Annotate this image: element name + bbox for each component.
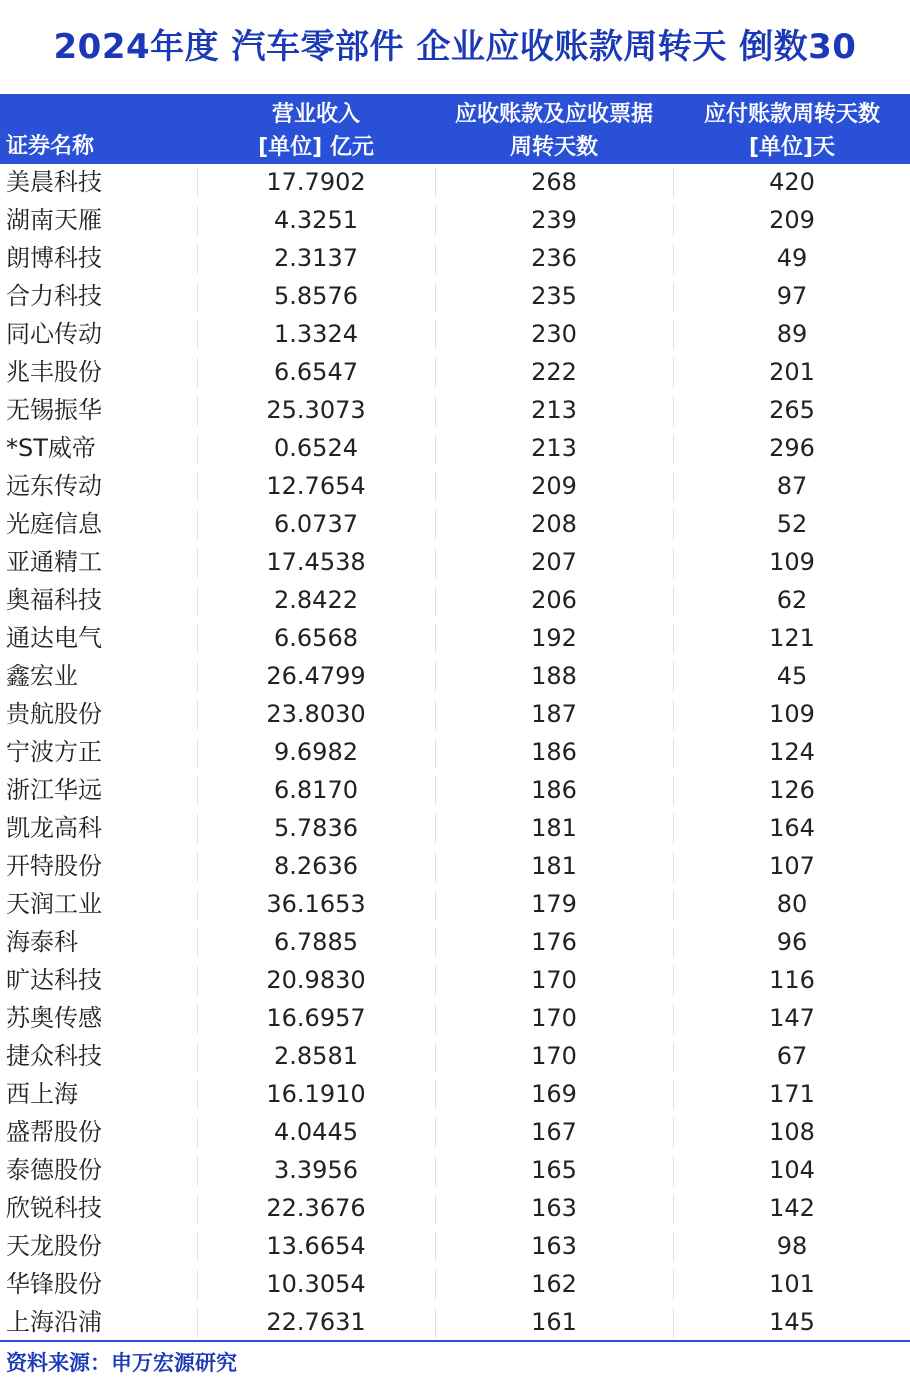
column-divider xyxy=(435,1156,436,1186)
column-divider xyxy=(435,434,436,464)
column-divider xyxy=(673,244,674,274)
table-row xyxy=(0,658,910,696)
ar-days-cell: 230 xyxy=(531,320,577,348)
header-revenue xyxy=(198,98,434,168)
table-row xyxy=(0,278,910,316)
column-divider xyxy=(673,1042,674,1072)
column-divider xyxy=(435,472,436,502)
ap-days-cell: 97 xyxy=(776,282,808,310)
revenue-cell: 10.3054 xyxy=(266,1270,366,1298)
ar-days-cell: 213 xyxy=(531,434,577,462)
column-divider xyxy=(197,852,198,882)
source-note: 资料来源：申万宏源研究 xyxy=(6,1351,237,1375)
column-divider xyxy=(673,624,674,654)
table-row xyxy=(0,772,910,810)
column-divider xyxy=(197,1232,198,1262)
ar-days-cell: 181 xyxy=(531,852,577,880)
ap-days-cell: 101 xyxy=(769,1270,815,1298)
column-divider xyxy=(435,814,436,844)
security-name-cell: 捷众科技 xyxy=(6,1042,102,1070)
security-name-cell: 无锡振华 xyxy=(6,396,102,424)
ar-days-cell: 239 xyxy=(531,206,577,234)
column-divider xyxy=(197,320,198,350)
revenue-cell: 4.0445 xyxy=(274,1118,358,1146)
table-row xyxy=(0,810,910,848)
ap-days-cell: 98 xyxy=(776,1232,808,1260)
table-row xyxy=(0,696,910,734)
revenue-cell: 22.3676 xyxy=(266,1194,366,1222)
security-name-cell: 合力科技 xyxy=(6,282,102,310)
table-body xyxy=(0,164,910,1342)
security-name-cell: 宁波方正 xyxy=(6,738,102,766)
column-divider xyxy=(197,1156,198,1186)
ar-days-cell: 236 xyxy=(531,244,577,272)
ar-days-cell: 209 xyxy=(531,472,577,500)
ap-days-cell: 49 xyxy=(776,244,808,272)
ap-days-cell: 108 xyxy=(769,1118,815,1146)
column-divider xyxy=(673,1118,674,1148)
security-name-cell: 鑫宏业 xyxy=(6,662,78,690)
column-divider xyxy=(673,966,674,996)
column-divider xyxy=(197,1080,198,1110)
column-divider xyxy=(673,1194,674,1224)
column-divider xyxy=(673,776,674,806)
table-row xyxy=(0,924,910,962)
security-name-cell: 旷达科技 xyxy=(6,966,102,994)
column-divider xyxy=(197,966,198,996)
table-row xyxy=(0,202,910,240)
security-name-cell: 同心传动 xyxy=(6,320,102,348)
revenue-cell: 16.6957 xyxy=(266,1004,366,1032)
ar-days-cell: 176 xyxy=(531,928,577,956)
table-row xyxy=(0,468,910,506)
header-ap-days xyxy=(674,98,910,168)
revenue-cell: 6.0737 xyxy=(274,510,358,538)
column-divider xyxy=(435,1080,436,1110)
table-row xyxy=(0,392,910,430)
revenue-cell: 22.7631 xyxy=(266,1308,366,1336)
table-row xyxy=(0,1076,910,1114)
ar-days-cell: 170 xyxy=(531,1004,577,1032)
column-divider xyxy=(673,662,674,692)
ar-days-cell: 165 xyxy=(531,1156,577,1184)
ar-days-cell: 162 xyxy=(531,1270,577,1298)
ar-days-cell: 213 xyxy=(531,396,577,424)
security-name-cell: 奥福科技 xyxy=(6,586,102,614)
column-divider xyxy=(673,282,674,312)
column-divider xyxy=(435,1118,436,1148)
table-row xyxy=(0,1304,910,1342)
header-ap-days-label: 应付账款周转天数 xyxy=(703,102,880,127)
security-name-cell: 贵航股份 xyxy=(6,700,102,728)
ar-days-cell: 186 xyxy=(531,776,577,804)
revenue-cell: 6.6547 xyxy=(274,358,358,386)
revenue-cell: 3.3956 xyxy=(274,1156,358,1184)
ap-days-cell: 104 xyxy=(769,1156,815,1184)
security-name-cell: 湖南天雁 xyxy=(6,206,102,234)
column-divider xyxy=(197,890,198,920)
column-divider xyxy=(673,928,674,958)
table-row xyxy=(0,506,910,544)
column-divider xyxy=(197,624,198,654)
column-divider xyxy=(197,168,198,198)
revenue-cell: 8.2636 xyxy=(274,852,358,880)
ap-days-cell: 80 xyxy=(776,890,808,918)
column-divider xyxy=(197,1270,198,1300)
column-divider xyxy=(197,1004,198,1034)
ar-days-cell: 188 xyxy=(531,662,577,690)
table-row xyxy=(0,1266,910,1304)
column-divider xyxy=(435,1194,436,1224)
column-divider xyxy=(673,320,674,350)
table-row xyxy=(0,1152,910,1190)
column-divider xyxy=(435,852,436,882)
security-name-cell: 美晨科技 xyxy=(6,168,102,196)
ap-days-cell: 52 xyxy=(776,510,808,538)
ap-days-cell: 296 xyxy=(769,434,815,462)
column-divider xyxy=(197,814,198,844)
column-divider xyxy=(435,1308,436,1338)
security-name-cell: 开特股份 xyxy=(6,852,102,880)
table-row xyxy=(0,734,910,772)
revenue-cell: 12.7654 xyxy=(266,472,366,500)
table-bottom-divider xyxy=(0,1340,910,1342)
header-ar-days-label2: 周转天数 xyxy=(509,135,598,160)
column-divider xyxy=(197,396,198,426)
column-divider xyxy=(673,1232,674,1262)
column-divider xyxy=(197,738,198,768)
security-name-cell: 兆丰股份 xyxy=(6,358,102,386)
revenue-cell: 5.8576 xyxy=(274,282,358,310)
ar-days-cell: 170 xyxy=(531,966,577,994)
table-row xyxy=(0,1114,910,1152)
column-divider xyxy=(435,358,436,388)
column-divider xyxy=(197,548,198,578)
column-divider xyxy=(435,624,436,654)
header-revenue-unit: [单位] 亿元 xyxy=(258,135,374,160)
column-divider xyxy=(673,168,674,198)
ap-days-cell: 265 xyxy=(769,396,815,424)
column-divider xyxy=(197,928,198,958)
column-divider xyxy=(435,700,436,730)
ar-days-cell: 163 xyxy=(531,1232,577,1260)
security-name-cell: 光庭信息 xyxy=(6,510,102,538)
table-row xyxy=(0,544,910,582)
ap-days-cell: 89 xyxy=(776,320,808,348)
ar-days-cell: 167 xyxy=(531,1118,577,1146)
ap-days-cell: 147 xyxy=(769,1004,815,1032)
ar-days-cell: 169 xyxy=(531,1080,577,1108)
column-divider xyxy=(673,434,674,464)
column-divider xyxy=(673,472,674,502)
revenue-cell: 2.8581 xyxy=(274,1042,358,1070)
column-divider xyxy=(673,510,674,540)
column-divider xyxy=(197,662,198,692)
column-divider xyxy=(673,700,674,730)
header-ar-days xyxy=(436,98,672,168)
revenue-cell: 20.9830 xyxy=(266,966,366,994)
column-divider xyxy=(435,206,436,236)
security-name-cell: 盛帮股份 xyxy=(6,1118,102,1146)
revenue-cell: 26.4799 xyxy=(266,662,366,690)
ap-days-cell: 67 xyxy=(776,1042,808,1070)
column-divider xyxy=(197,206,198,236)
ar-days-cell: 268 xyxy=(531,168,577,196)
revenue-cell: 25.3073 xyxy=(266,396,366,424)
ar-days-cell: 161 xyxy=(531,1308,577,1336)
ap-days-cell: 142 xyxy=(769,1194,815,1222)
column-divider xyxy=(197,1308,198,1338)
column-divider xyxy=(435,662,436,692)
ar-days-cell: 192 xyxy=(531,624,577,652)
revenue-cell: 0.6524 xyxy=(274,434,358,462)
column-divider xyxy=(435,966,436,996)
ar-days-cell: 163 xyxy=(531,1194,577,1222)
security-name-cell: 泰德股份 xyxy=(6,1156,102,1184)
ap-days-cell: 201 xyxy=(769,358,815,386)
column-divider xyxy=(435,282,436,312)
column-divider xyxy=(435,776,436,806)
column-divider xyxy=(435,510,436,540)
ar-days-cell: 187 xyxy=(531,700,577,728)
revenue-cell: 13.6654 xyxy=(266,1232,366,1260)
column-divider xyxy=(197,472,198,502)
ap-days-cell: 87 xyxy=(776,472,808,500)
column-divider xyxy=(673,1004,674,1034)
table-row xyxy=(0,1000,910,1038)
revenue-cell: 5.7836 xyxy=(274,814,358,842)
column-divider xyxy=(673,206,674,236)
ar-days-cell: 207 xyxy=(531,548,577,576)
column-divider xyxy=(435,586,436,616)
ap-days-cell: 171 xyxy=(769,1080,815,1108)
column-divider xyxy=(435,1042,436,1072)
column-divider xyxy=(435,1004,436,1034)
table-row xyxy=(0,316,910,354)
column-divider xyxy=(197,244,198,274)
ap-days-cell: 209 xyxy=(769,206,815,234)
header-ap-days-unit: [单位]天 xyxy=(748,135,836,160)
column-divider xyxy=(673,738,674,768)
security-name-cell: 苏奥传感 xyxy=(6,1004,102,1032)
column-divider xyxy=(673,586,674,616)
security-name-cell: 天龙股份 xyxy=(6,1232,102,1260)
column-divider xyxy=(197,510,198,540)
column-divider xyxy=(197,1118,198,1148)
ar-days-cell: 208 xyxy=(531,510,577,538)
column-divider xyxy=(197,358,198,388)
column-divider xyxy=(673,396,674,426)
revenue-cell: 2.3137 xyxy=(274,244,358,272)
table-row xyxy=(0,848,910,886)
column-divider xyxy=(435,548,436,578)
table-header xyxy=(0,94,910,164)
ap-days-cell: 124 xyxy=(769,738,815,766)
table-row xyxy=(0,430,910,468)
security-name-cell: 上海沿浦 xyxy=(6,1308,102,1336)
revenue-cell: 6.8170 xyxy=(274,776,358,804)
ap-days-cell: 126 xyxy=(769,776,815,804)
security-name-cell: *ST威帝 xyxy=(6,434,96,462)
ap-days-cell: 420 xyxy=(769,168,815,196)
ap-days-cell: 116 xyxy=(769,966,815,994)
ar-days-cell: 222 xyxy=(531,358,577,386)
header-security-name xyxy=(6,94,196,164)
header-ar-days-label: 应收账款及应收票据 xyxy=(454,102,653,127)
ap-days-cell: 62 xyxy=(776,586,808,614)
security-name-cell: 朗博科技 xyxy=(6,244,102,272)
column-divider xyxy=(435,168,436,198)
security-name-cell: 通达电气 xyxy=(6,624,102,652)
revenue-cell: 6.7885 xyxy=(274,928,358,956)
column-divider xyxy=(673,1156,674,1186)
column-divider xyxy=(435,396,436,426)
ar-days-cell: 170 xyxy=(531,1042,577,1070)
column-divider xyxy=(435,890,436,920)
ap-days-cell: 96 xyxy=(776,928,808,956)
security-name-cell: 天润工业 xyxy=(6,890,102,918)
revenue-cell: 17.4538 xyxy=(266,548,366,576)
column-divider xyxy=(197,700,198,730)
security-name-cell: 海泰科 xyxy=(6,928,78,956)
column-divider xyxy=(673,890,674,920)
revenue-cell: 17.7902 xyxy=(266,168,366,196)
table-row xyxy=(0,886,910,924)
table-row xyxy=(0,240,910,278)
ap-days-cell: 164 xyxy=(769,814,815,842)
column-divider xyxy=(197,282,198,312)
security-name-cell: 华锋股份 xyxy=(6,1270,102,1298)
ar-days-cell: 179 xyxy=(531,890,577,918)
ar-days-cell: 235 xyxy=(531,282,577,310)
column-divider xyxy=(673,358,674,388)
column-divider xyxy=(197,586,198,616)
ap-days-cell: 109 xyxy=(769,700,815,728)
table-row xyxy=(0,164,910,202)
table-row xyxy=(0,620,910,658)
column-divider xyxy=(673,548,674,578)
table-row xyxy=(0,582,910,620)
column-divider xyxy=(673,1270,674,1300)
column-divider xyxy=(435,1270,436,1300)
ar-days-cell: 206 xyxy=(531,586,577,614)
ap-days-cell: 107 xyxy=(769,852,815,880)
ap-days-cell: 109 xyxy=(769,548,815,576)
table-row xyxy=(0,1038,910,1076)
security-name-cell: 浙江华远 xyxy=(6,776,102,804)
column-divider xyxy=(435,320,436,350)
ar-days-cell: 186 xyxy=(531,738,577,766)
ar-days-cell: 181 xyxy=(531,814,577,842)
revenue-cell: 36.1653 xyxy=(266,890,366,918)
column-divider xyxy=(673,1080,674,1110)
revenue-cell: 23.8030 xyxy=(266,700,366,728)
column-divider xyxy=(435,738,436,768)
column-divider xyxy=(435,244,436,274)
security-name-cell: 亚通精工 xyxy=(6,548,102,576)
column-divider xyxy=(673,814,674,844)
header-security-name-label: 证券名称 xyxy=(6,134,95,159)
revenue-cell: 6.6568 xyxy=(274,624,358,652)
revenue-cell: 16.1910 xyxy=(266,1080,366,1108)
column-divider xyxy=(197,1194,198,1224)
column-divider xyxy=(673,852,674,882)
column-divider xyxy=(435,928,436,958)
column-divider xyxy=(673,1308,674,1338)
security-name-cell: 远东传动 xyxy=(6,472,102,500)
table-row xyxy=(0,354,910,392)
ap-days-cell: 121 xyxy=(769,624,815,652)
page-title: 2024年度 汽车零部件 企业应收账款周转天 倒数30 xyxy=(53,27,857,67)
security-name-cell: 欣锐科技 xyxy=(6,1194,102,1222)
revenue-cell: 1.3324 xyxy=(274,320,358,348)
revenue-cell: 4.3251 xyxy=(274,206,358,234)
column-divider xyxy=(197,434,198,464)
table-row xyxy=(0,1190,910,1228)
security-name-cell: 凯龙高科 xyxy=(6,814,102,842)
revenue-cell: 9.6982 xyxy=(274,738,358,766)
header-revenue-label: 营业收入 xyxy=(271,102,360,127)
revenue-cell: 2.8422 xyxy=(274,586,358,614)
ap-days-cell: 145 xyxy=(769,1308,815,1336)
column-divider xyxy=(435,1232,436,1262)
column-divider xyxy=(197,776,198,806)
table-row xyxy=(0,962,910,1000)
ap-days-cell: 45 xyxy=(776,662,808,690)
security-name-cell: 西上海 xyxy=(6,1080,78,1108)
column-divider xyxy=(197,1042,198,1072)
table-row xyxy=(0,1228,910,1266)
